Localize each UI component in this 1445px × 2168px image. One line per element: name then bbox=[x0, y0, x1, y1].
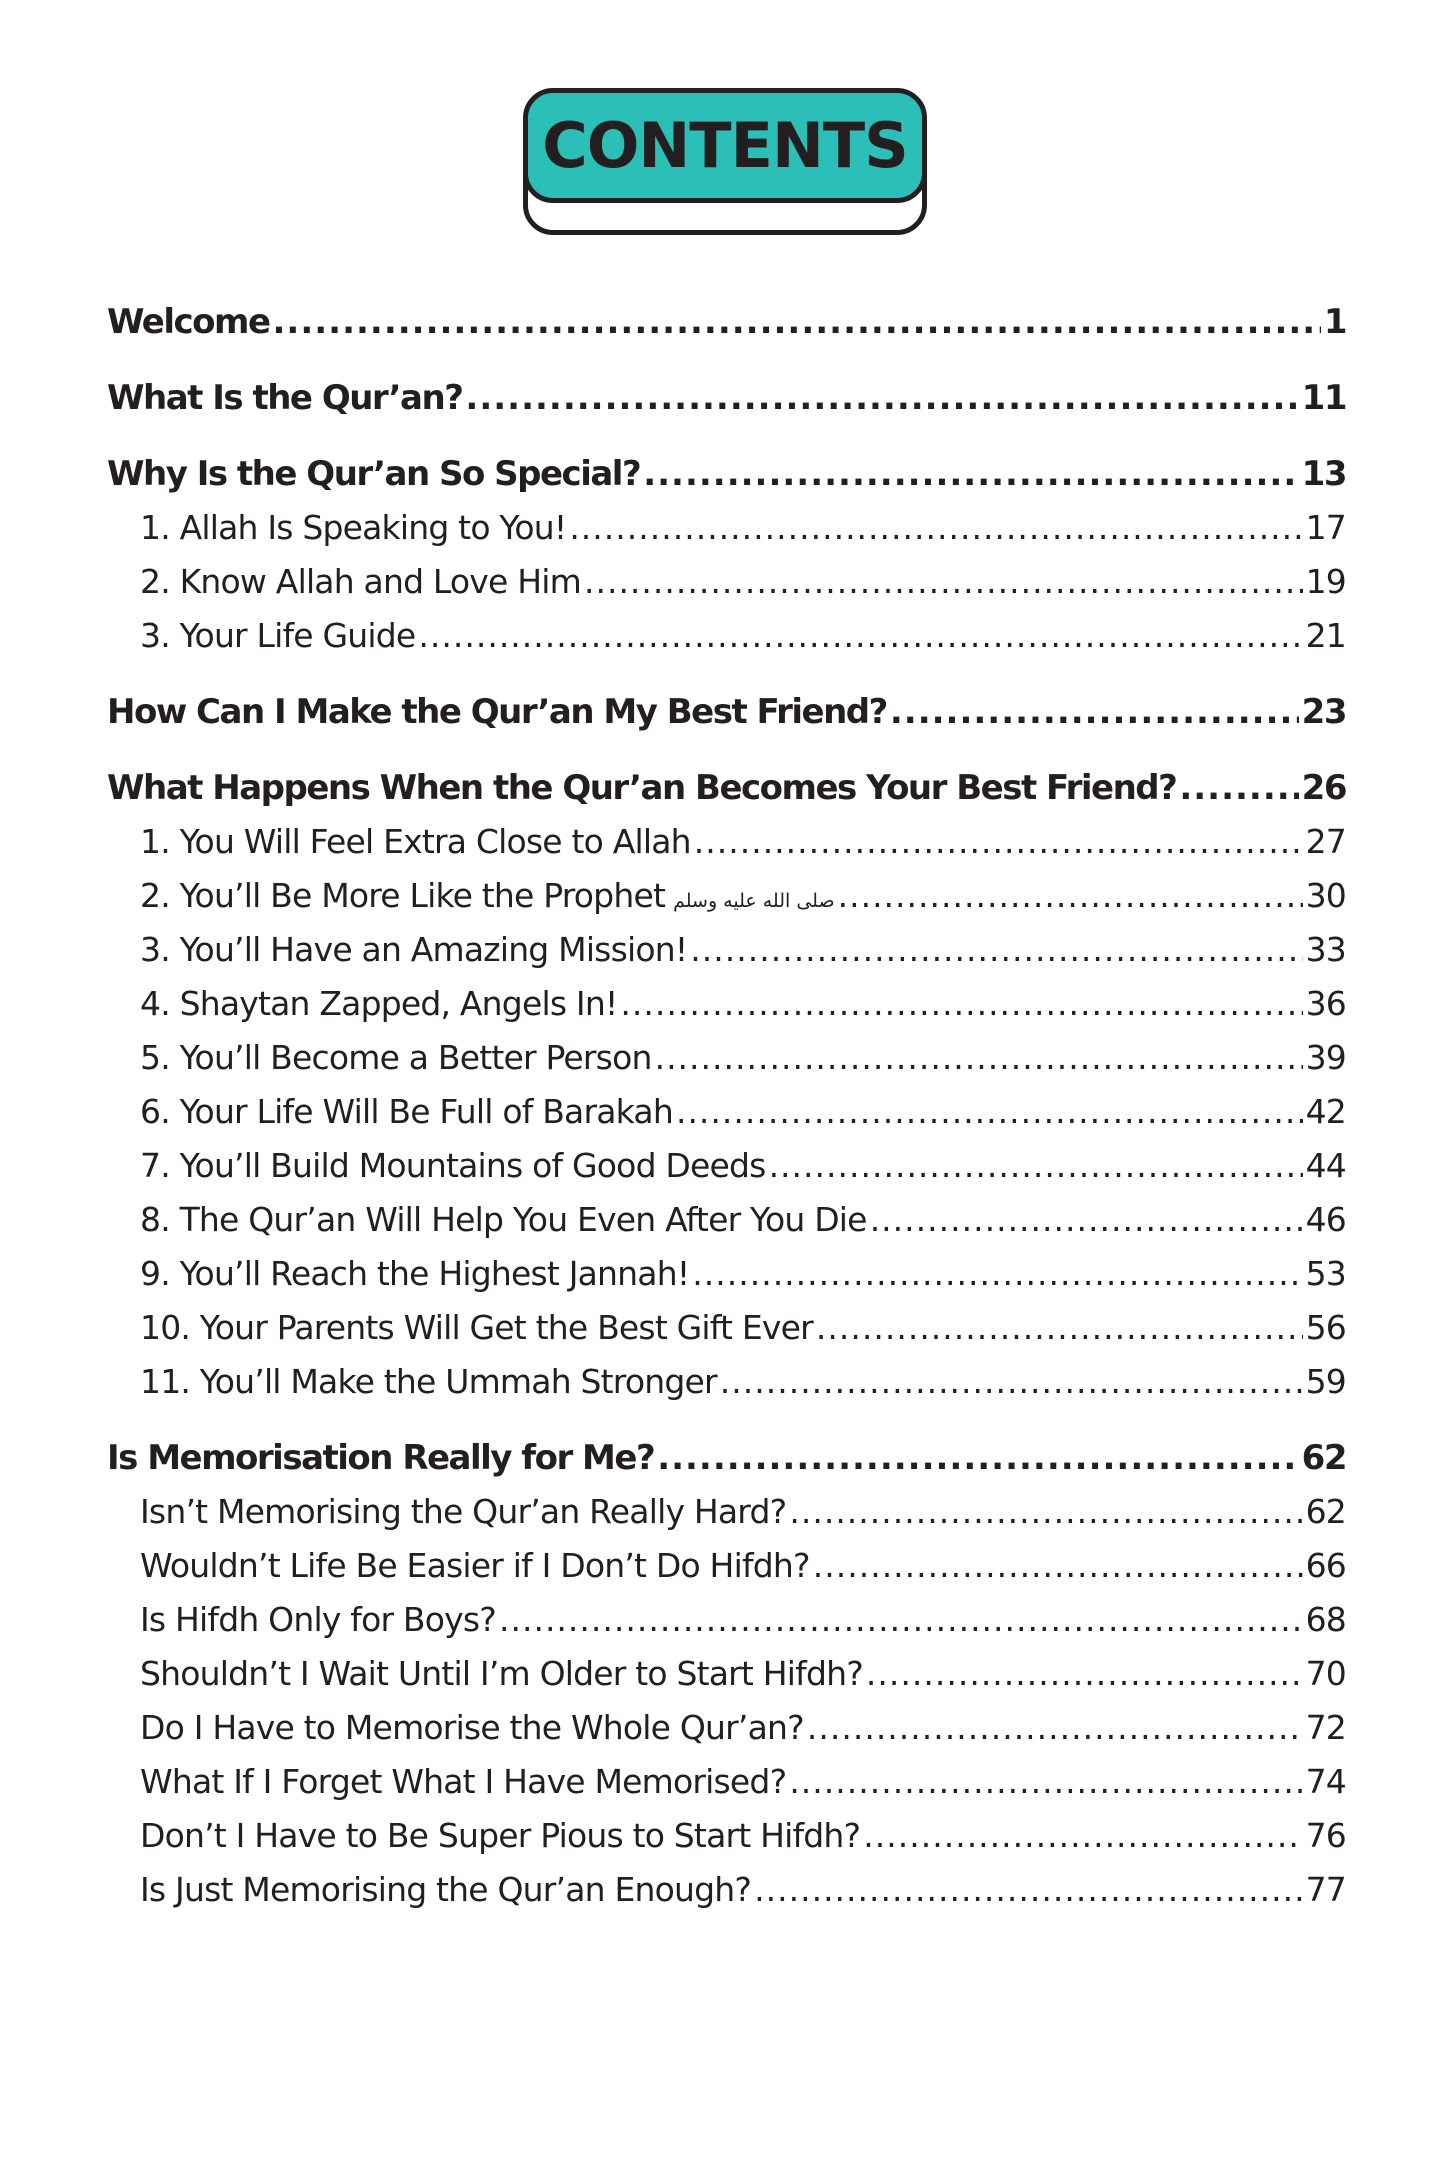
page-number: 70 bbox=[1305, 1654, 1346, 1693]
toc-item[interactable] bbox=[107, 876, 1346, 930]
dot-leader bbox=[499, 1600, 1303, 1639]
page-number: 36 bbox=[1305, 984, 1346, 1023]
item-label: 3. You’ll Have an Amazing Mission! bbox=[140, 930, 688, 969]
dot-leader bbox=[754, 1870, 1302, 1909]
heading-badge-box bbox=[523, 88, 927, 203]
item-label: 2. Know Allah and Love Him bbox=[140, 562, 581, 601]
page-number: 33 bbox=[1305, 930, 1346, 969]
toc-item[interactable] bbox=[107, 1200, 1346, 1254]
page-number: 62 bbox=[1305, 1492, 1346, 1531]
dot-leader bbox=[807, 1708, 1303, 1747]
item-label: 3. Your Life Guide bbox=[140, 616, 416, 655]
section-title: What Is the Qur’an? bbox=[107, 378, 463, 418]
toc-item[interactable] bbox=[107, 1492, 1346, 1546]
dot-leader bbox=[816, 1308, 1303, 1347]
section-title: Is Memorisation Really for Me? bbox=[107, 1438, 655, 1478]
item-label: 9. You’ll Reach the Highest Jannah! bbox=[140, 1254, 690, 1293]
item-label: What If I Forget What I Have Memorised? bbox=[140, 1762, 787, 1801]
section-gap bbox=[107, 746, 1346, 768]
item-label: 4. Shaytan Zapped, Angels In! bbox=[140, 984, 618, 1023]
item-label: 1. You Will Feel Extra Close to Allah bbox=[140, 822, 691, 861]
page-number: 62 bbox=[1301, 1438, 1346, 1478]
page-number: 68 bbox=[1305, 1600, 1346, 1639]
toc-item[interactable] bbox=[107, 984, 1346, 1038]
toc-item[interactable] bbox=[107, 562, 1346, 616]
dot-leader bbox=[720, 1362, 1303, 1401]
toc-item[interactable] bbox=[107, 1254, 1346, 1308]
toc-item[interactable] bbox=[107, 1092, 1346, 1146]
toc-section[interactable] bbox=[107, 1438, 1346, 1492]
dot-leader bbox=[870, 1200, 1303, 1239]
toc-item[interactable] bbox=[107, 1600, 1346, 1654]
page-number: 17 bbox=[1305, 508, 1346, 547]
section-gap bbox=[107, 432, 1346, 454]
item-label: 2. You’ll Be More Like the Prophet bbox=[140, 876, 666, 915]
page-number: 46 bbox=[1305, 1200, 1346, 1239]
salawat-honorific: صلى الله عليه وسلم bbox=[673, 890, 835, 912]
dot-leader bbox=[1179, 768, 1298, 808]
item-label: 6. Your Life Will Be Full of Barakah bbox=[140, 1092, 673, 1131]
page-number: 77 bbox=[1305, 1870, 1346, 1909]
toc-item[interactable] bbox=[107, 1870, 1346, 1924]
dot-leader bbox=[769, 1146, 1303, 1185]
dot-leader bbox=[863, 1816, 1302, 1855]
section-gap bbox=[107, 356, 1346, 378]
toc-item[interactable] bbox=[107, 1362, 1346, 1416]
page-number: 76 bbox=[1305, 1816, 1346, 1855]
toc-item[interactable] bbox=[107, 822, 1346, 876]
dot-leader bbox=[418, 616, 1302, 655]
item-label: Shouldn’t I Wait Until I’m Older to Start Hifdh? bbox=[140, 1654, 863, 1693]
section-title: Welcome bbox=[107, 302, 270, 342]
page-number: 56 bbox=[1305, 1308, 1346, 1347]
dot-leader bbox=[620, 984, 1302, 1023]
toc-section[interactable] bbox=[107, 768, 1346, 822]
page-number: 13 bbox=[1301, 454, 1346, 494]
toc-item[interactable] bbox=[107, 1816, 1346, 1870]
toc-item[interactable] bbox=[107, 1038, 1346, 1092]
item-label: Is Hifdh Only for Boys? bbox=[140, 1600, 496, 1639]
item-label: 11. You’ll Make the Ummah Stronger bbox=[140, 1362, 717, 1401]
toc-item[interactable] bbox=[107, 1146, 1346, 1200]
section-title: Why Is the Qur’an So Special? bbox=[107, 454, 641, 494]
contents-heading-badge bbox=[523, 88, 925, 235]
table-of-contents bbox=[107, 302, 1346, 1924]
toc-section[interactable] bbox=[107, 454, 1346, 508]
item-label: Is Just Memorising the Qur’an Enough? bbox=[140, 1870, 752, 1909]
page-number: 1 bbox=[1323, 302, 1346, 342]
dot-leader bbox=[890, 692, 1299, 732]
item-label: 10. Your Parents Will Get the Best Gift Ever bbox=[140, 1308, 813, 1347]
toc-section[interactable] bbox=[107, 692, 1346, 746]
toc-item[interactable] bbox=[107, 616, 1346, 670]
toc-item[interactable] bbox=[107, 1762, 1346, 1816]
dot-leader bbox=[813, 1546, 1303, 1585]
page-number: 66 bbox=[1305, 1546, 1346, 1585]
page-number: 19 bbox=[1305, 562, 1346, 601]
page-number: 53 bbox=[1305, 1254, 1346, 1293]
page-number: 23 bbox=[1301, 692, 1346, 732]
dot-leader bbox=[569, 508, 1302, 547]
dot-leader bbox=[838, 876, 1303, 915]
toc-item[interactable] bbox=[107, 1708, 1346, 1762]
toc-item[interactable] bbox=[107, 930, 1346, 984]
page-number: 44 bbox=[1305, 1146, 1346, 1185]
toc-item[interactable] bbox=[107, 508, 1346, 562]
page-number: 21 bbox=[1305, 616, 1346, 655]
dot-leader bbox=[657, 1438, 1298, 1478]
item-label: Don’t I Have to Be Super Pious to Start Hifdh? bbox=[140, 1816, 861, 1855]
page-number: 42 bbox=[1305, 1092, 1346, 1131]
toc-section[interactable] bbox=[107, 302, 1346, 356]
dot-leader bbox=[690, 930, 1302, 969]
dot-leader bbox=[866, 1654, 1303, 1693]
page-number: 72 bbox=[1305, 1708, 1346, 1747]
toc-item[interactable] bbox=[107, 1308, 1346, 1362]
section-title: How Can I Make the Qur’an My Best Friend? bbox=[107, 692, 887, 732]
dot-leader bbox=[692, 1254, 1302, 1293]
page-number: 74 bbox=[1305, 1762, 1346, 1801]
dot-leader bbox=[676, 1092, 1303, 1131]
dot-leader bbox=[694, 822, 1303, 861]
item-label: Isn’t Memorising the Qur’an Really Hard? bbox=[140, 1492, 787, 1531]
item-label: 5. You’ll Become a Better Person bbox=[140, 1038, 652, 1077]
dot-leader bbox=[273, 302, 1321, 342]
dot-leader bbox=[465, 378, 1298, 418]
item-label: Do I Have to Memorise the Whole Qur’an? bbox=[140, 1708, 804, 1747]
page-number: 39 bbox=[1305, 1038, 1346, 1077]
dot-leader bbox=[789, 1492, 1302, 1531]
item-label: 8. The Qur’an Will Help You Even After You Die bbox=[140, 1200, 867, 1239]
item-label: 1. Allah Is Speaking to You! bbox=[140, 508, 567, 547]
page-number: 30 bbox=[1305, 876, 1346, 915]
dot-leader bbox=[655, 1038, 1303, 1077]
section-title: What Happens When the Qur’an Becomes Your Best Friend? bbox=[107, 768, 1177, 808]
page-number: 26 bbox=[1301, 768, 1346, 808]
page-number: 11 bbox=[1301, 378, 1346, 418]
item-label: 7. You’ll Build Mountains of Good Deeds bbox=[140, 1146, 766, 1185]
toc-item[interactable] bbox=[107, 1654, 1346, 1708]
section-gap bbox=[107, 1416, 1346, 1438]
toc-item[interactable] bbox=[107, 1546, 1346, 1600]
toc-section[interactable] bbox=[107, 378, 1346, 432]
dot-leader bbox=[789, 1762, 1302, 1801]
item-label: Wouldn’t Life Be Easier if I Don’t Do Hifdh? bbox=[140, 1546, 810, 1585]
dot-leader bbox=[584, 562, 1303, 601]
page-title: CONTENTS bbox=[542, 109, 908, 182]
dot-leader bbox=[643, 454, 1298, 494]
section-gap bbox=[107, 670, 1346, 692]
page-number: 59 bbox=[1305, 1362, 1346, 1401]
page-number: 27 bbox=[1305, 822, 1346, 861]
